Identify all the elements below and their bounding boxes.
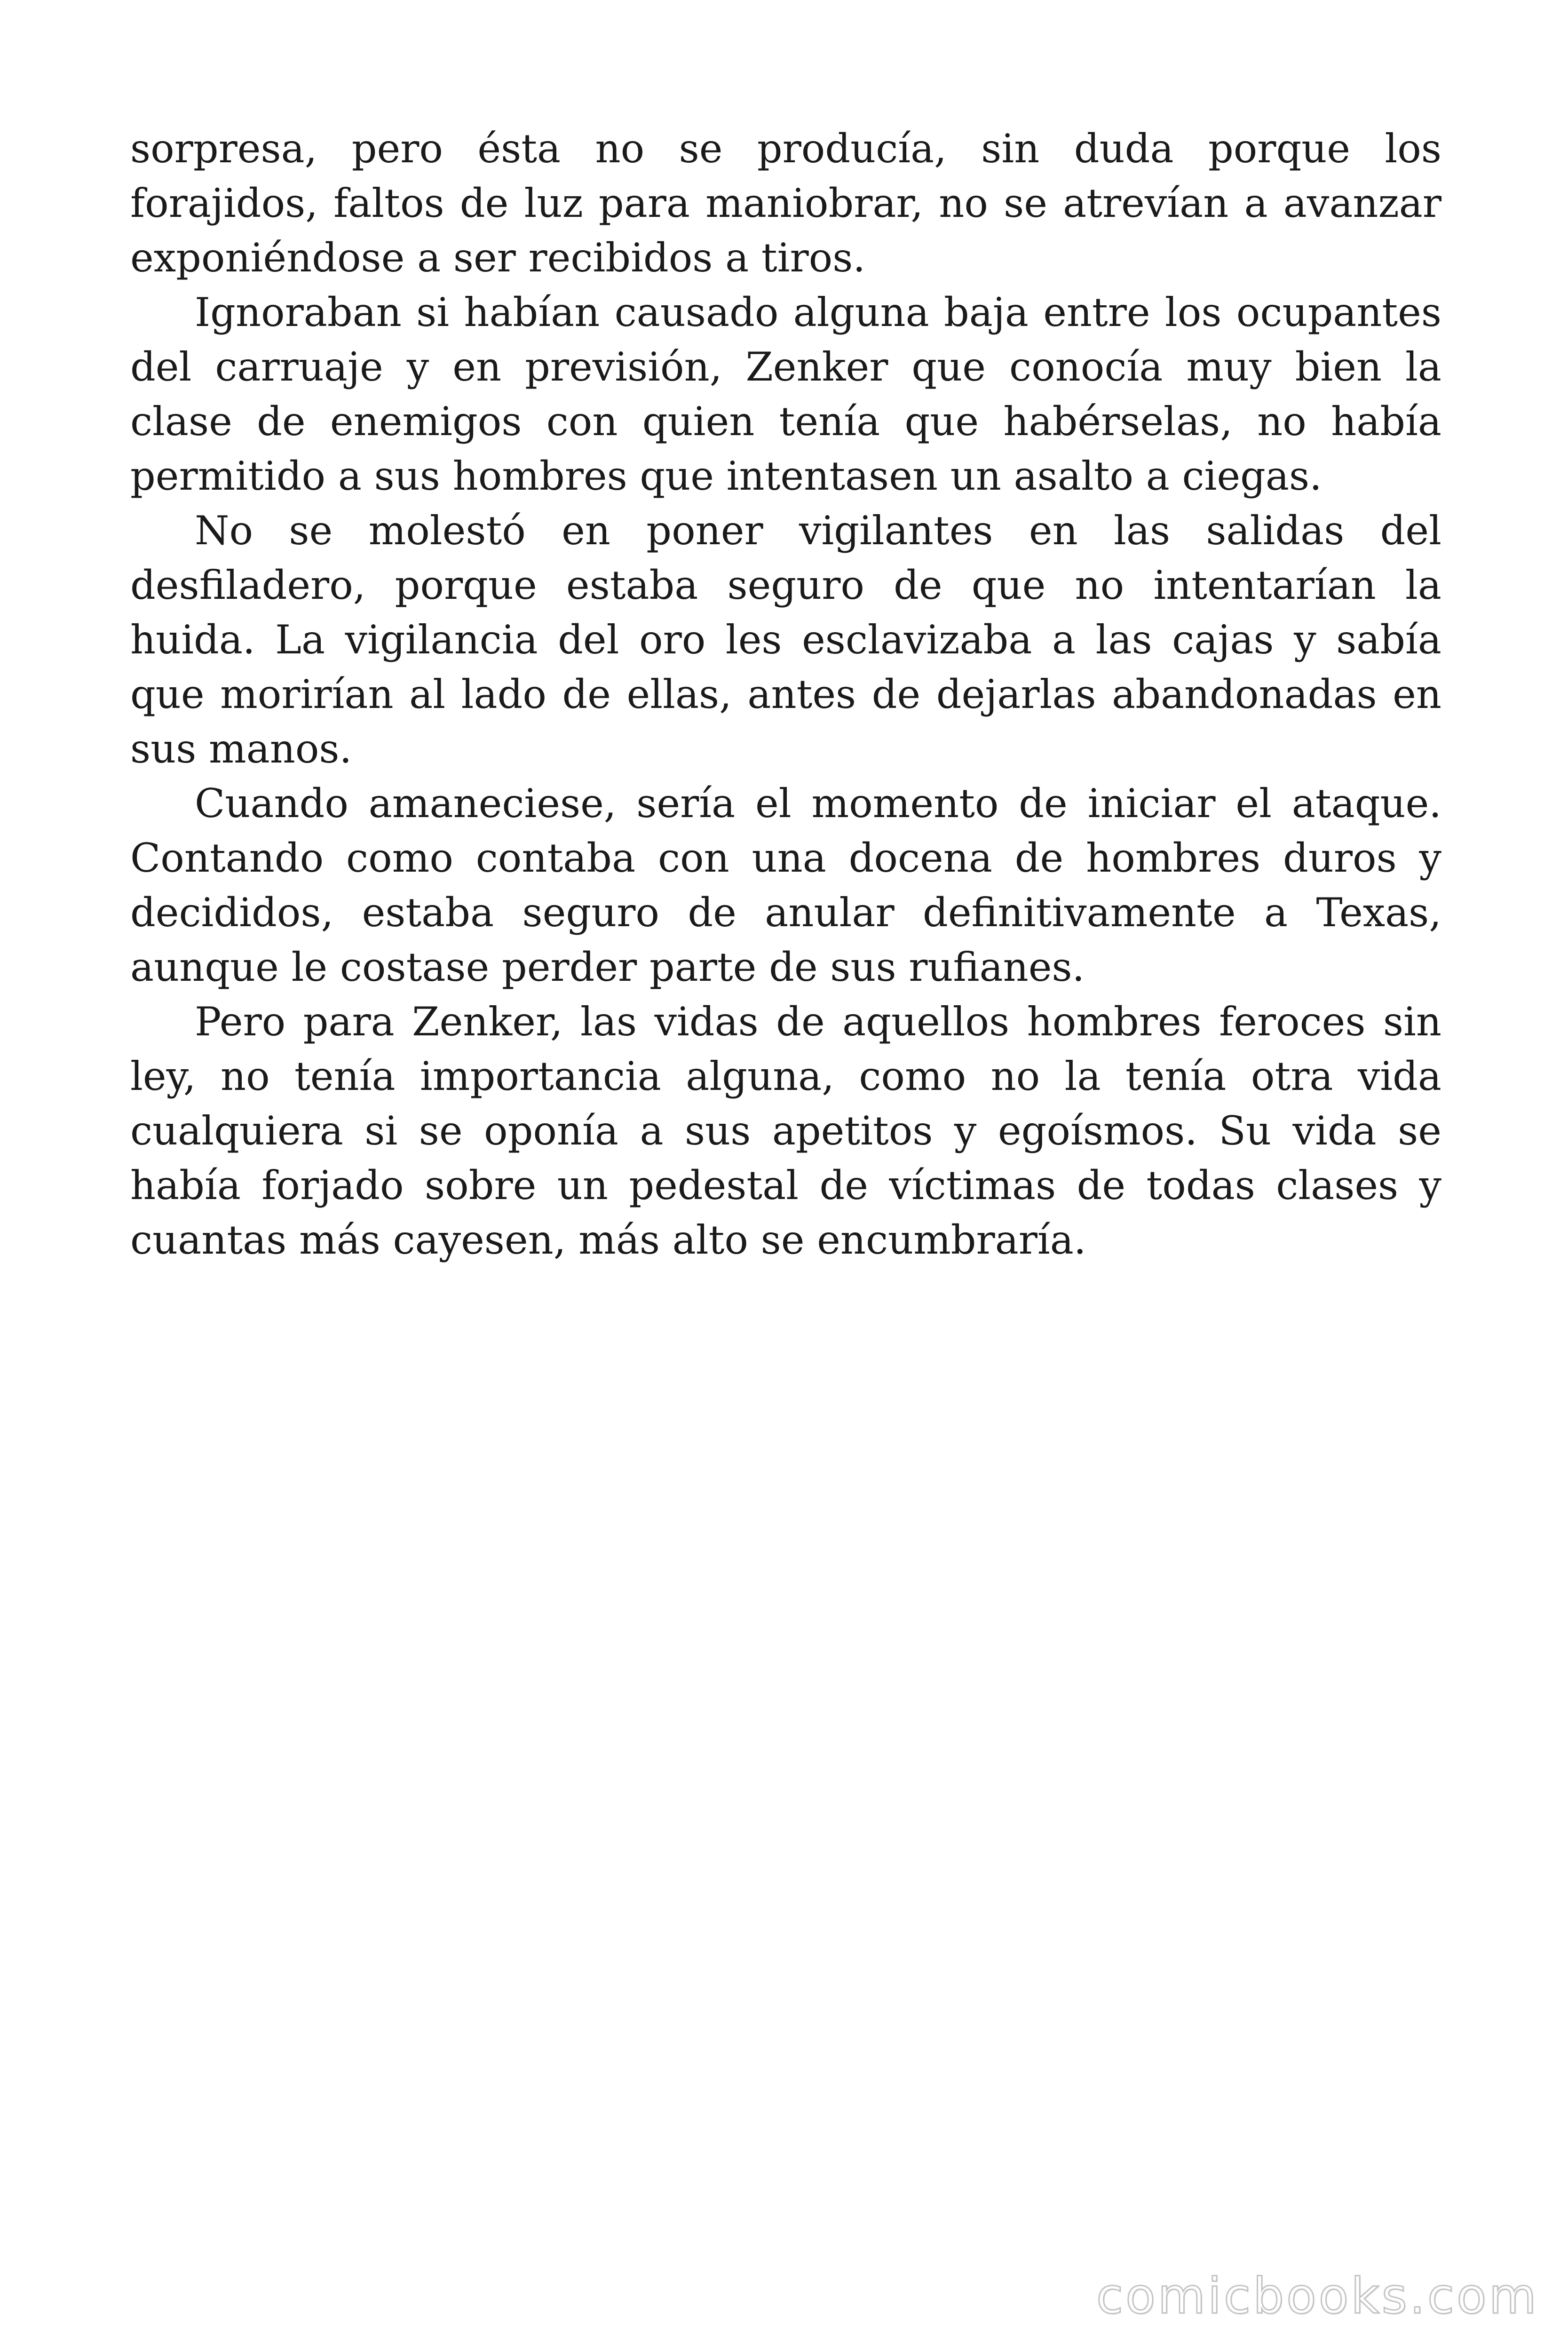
paragraph-3: No se molestó en poner vigilantes en las salidas del desfiladero, porque estaba seguro de que no intentarían la huida. La vigilancia del oro les esclavizaba a las cajas y sabía que morirían al lado de ellas, antes de dejarlas abandonadas en sus manos. xyxy=(130,508,1441,772)
body-text xyxy=(130,121,1441,1267)
paragraph-4: Cuando amaneciese, sería el momento de iniciar el ataque. Contando como contaba con una docena de hombres duros y decididos, estaba seguro de anular definitivamente a Texas, aunque le costase perder parte de sus rufianes. xyxy=(130,780,1441,990)
watermark: comicbooks.com xyxy=(1096,2267,1539,2325)
paragraph-1: sorpresa, pero ésta no se producía, sin duda porque los forajidos, faltos de luz para maniobrar, no se atrevían a avanzar exponiéndose a ser recibidos a tiros. xyxy=(130,126,1441,281)
paragraph-5: Pero para Zenker, las vidas de aquellos hombres feroces sin ley, no tenía importancia alguna, como no la tenía otra vida cualquiera si se oponía a sus apetitos y egoísmos. Su vida se había forjado sobre un pedestal de víctimas de todas clases y cuantas más cayesen, más alto se encumbraría. xyxy=(130,999,1441,1263)
paragraph-2: Ignoraban si habían causado alguna baja entre los ocupantes del carruaje y en previsión, Zenker que conocía muy bien la clase de enemigos con quien tenía que habérselas, no había permitido a sus hombres que intentasen un asalto a ciegas. xyxy=(130,289,1441,499)
